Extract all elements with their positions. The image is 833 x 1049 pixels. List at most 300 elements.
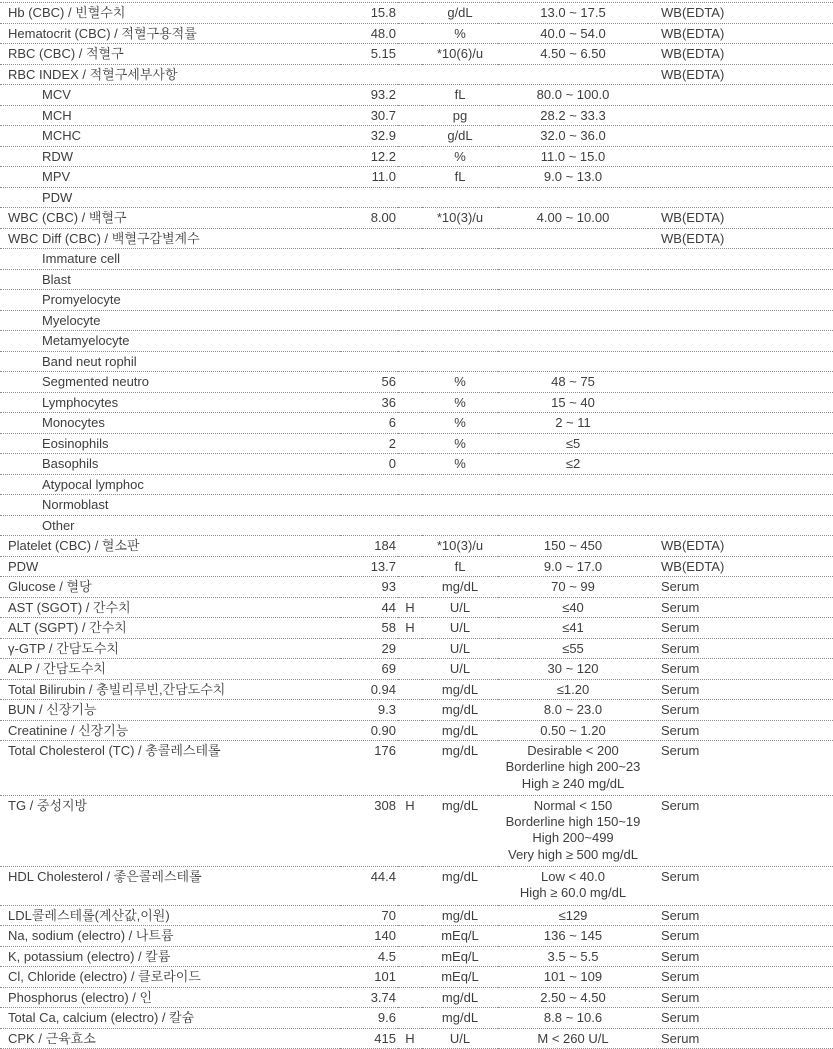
table-row [0,926,833,947]
test-name-cell: RBC INDEX / 적혈구세부사항 [8,66,178,82]
test-name-cell: Atypocal lymphoc [42,476,144,492]
table-row [0,64,833,85]
table-row [0,3,833,24]
test-name-cell: Hematocrit (CBC) / 적혈구용적률 [8,25,197,41]
specimen-cell: Serum [661,797,700,813]
unit-cell [422,474,498,495]
value-cell: 8.00 [370,210,396,225]
range-line: ≤5 [565,435,581,451]
flag-cell [398,867,422,906]
unit-cell: mg/dL [441,681,479,697]
unit-cell: U/L [449,620,471,635]
value-cell [340,351,398,372]
unit-cell: U/L [449,1030,471,1046]
unit-cell: *10(3)/u [436,210,484,225]
flag-cell [398,167,422,188]
unit-cell [422,64,498,85]
test-name-cell: MCV [42,87,71,102]
table-row [0,700,833,721]
unit-cell: % [454,456,466,471]
specimen-cell: Serum [661,948,700,964]
value-cell [340,269,398,290]
flag-cell [398,23,422,44]
range-cell [498,536,648,557]
value-cell: 2 [388,435,396,451]
value-cell: 29 [381,640,396,656]
specimen-cell [648,495,833,516]
specimen-cell [648,105,833,126]
range-cell [498,597,648,618]
specimen-cell [648,310,833,331]
range-cell [498,187,648,208]
flag-cell [398,331,422,352]
value-cell: 3.74 [370,989,396,1005]
specimen-cell [648,515,833,536]
flag-cell [398,310,422,331]
value-cell: 6 [388,415,396,430]
unit-cell: % [454,148,466,164]
unit-cell: mEq/L [441,928,479,944]
specimen-cell: WB(EDTA) [661,538,725,553]
range-cell [498,228,648,249]
test-name-cell: PDW [42,189,73,205]
table-row [0,1008,833,1029]
range-line: 48 ~ 75 [551,374,595,389]
range-line: 136 ~ 145 [543,928,603,944]
flag-cell [398,105,422,126]
range-cell [498,679,648,700]
range-cell [498,44,648,65]
test-name-cell: LDL콜레스테롤(계산값,이원) [8,907,170,923]
range-cell [498,167,648,188]
range-cell [498,372,648,393]
table-row [0,987,833,1008]
table-row [0,946,833,967]
specimen-cell: WB(EDTA) [661,46,725,61]
test-name-cell: Promyelocyte [42,292,121,307]
table-row [0,269,833,290]
specimen-cell [648,331,833,352]
flag-cell: H [405,620,415,635]
range-line: Low < 40.0 [541,869,605,885]
flag-cell: H [405,599,415,615]
range-cell [498,413,648,434]
unit-cell: U/L [449,599,471,615]
range-line: 0.50 ~ 1.20 [540,722,606,738]
flag-cell [398,269,422,290]
specimen-cell: Serum [661,989,700,1005]
table-row [0,454,833,475]
value-cell [340,331,398,352]
unit-cell: mg/dL [441,907,479,923]
unit-cell: mg/dL [441,579,479,594]
flag-cell [398,495,422,516]
specimen-cell: Serum [661,599,700,615]
value-cell: 0.90 [370,722,396,738]
test-name-cell: Eosinophils [42,435,109,451]
range-cell [498,474,648,495]
unit-cell: fL [454,558,466,574]
unit-cell: g/dL [447,128,473,143]
unit-cell: mg/dL [441,743,479,758]
specimen-cell: Serum [661,1030,700,1046]
specimen-cell: Serum [661,702,700,717]
range-cell [498,946,648,967]
flag-cell [398,413,422,434]
unit-cell: mg/dL [441,869,479,885]
unit-cell [422,331,498,352]
specimen-cell: Serum [661,722,700,738]
range-cell [498,577,648,598]
range-cell [498,867,648,906]
specimen-cell: WB(EDTA) [661,230,725,246]
unit-cell: mEq/L [441,969,479,985]
test-name-cell: Basophils [42,456,99,471]
unit-cell: U/L [449,640,471,656]
test-name-cell: MPV [42,169,71,184]
range-cell [498,85,648,106]
table-row [0,372,833,393]
range-cell [498,618,648,639]
specimen-cell: Serum [661,579,700,594]
range-line: ≤55 [562,640,584,656]
unit-cell [422,495,498,516]
range-cell [498,208,648,229]
test-name-cell: Cl, Chloride (electro) / 클로라이드 [8,969,201,985]
flag-cell [398,187,422,208]
specimen-cell [648,126,833,147]
range-line: Borderline high 150~19 [505,814,641,830]
table-row [0,1028,833,1049]
test-name-cell: PDW [8,558,39,574]
range-cell [498,351,648,372]
range-cell [498,126,648,147]
range-line: 2 ~ 11 [555,415,591,430]
table-row [0,413,833,434]
specimen-cell [648,249,833,270]
flag-cell [398,64,422,85]
flag-cell [398,249,422,270]
table-row [0,249,833,270]
value-cell: 184 [374,538,396,553]
test-name-cell: ALP / 간담도수치 [8,661,106,676]
flag-cell [398,392,422,413]
value-cell: 13.7 [370,558,396,574]
test-name-cell: AST (SGOT) / 간수치 [8,599,131,615]
range-line: Borderline high 200~23 [505,759,641,775]
specimen-cell [648,146,833,167]
table-row [0,228,833,249]
test-name-cell: Metamyelocyte [42,333,130,348]
specimen-cell: Serum [661,743,700,758]
value-cell [340,228,398,249]
specimen-cell: Serum [661,1010,700,1026]
table-row [0,23,833,44]
range-cell [498,987,648,1008]
table-row [0,392,833,413]
unit-cell [422,249,498,270]
specimen-cell: Serum [661,928,700,944]
flag-cell [398,905,422,926]
range-line: High 200~499 [532,830,614,846]
unit-cell [422,351,498,372]
specimen-cell: Serum [661,640,700,656]
flag-cell [398,638,422,659]
lab-results-body [0,3,833,1049]
table-row [0,905,833,926]
test-name-cell: Hb (CBC) / 빈혈수치 [8,5,126,20]
test-name-cell: RDW [42,148,74,164]
flag-cell [398,146,422,167]
value-cell: 0 [388,456,396,471]
range-cell [498,3,648,24]
range-line: 2.50 ~ 4.50 [540,989,606,1005]
test-name-cell: Band neut rophil [42,353,137,369]
range-cell [498,905,648,926]
test-name-cell: Total Cholesterol (TC) / 총콜레스테롤 [8,743,221,758]
flag-cell [398,1008,422,1029]
flag-cell [398,577,422,598]
unit-cell [422,228,498,249]
value-cell: 4.5 [377,948,396,964]
unit-cell: % [454,374,466,389]
range-cell [498,269,648,290]
specimen-cell: WB(EDTA) [661,66,725,82]
test-name-cell: Total Ca, calcium (electro) / 칼슘 [8,1010,195,1026]
specimen-cell [648,85,833,106]
table-row [0,556,833,577]
range-line: 28.2 ~ 33.3 [540,107,606,123]
value-cell [340,249,398,270]
test-name-cell: Creatinine / 신장기능 [8,722,129,738]
range-line: 4.50 ~ 6.50 [540,46,606,61]
unit-cell: fL [454,87,466,102]
value-cell: 70 [381,907,396,923]
test-name-cell: Monocytes [42,415,105,430]
range-line: ≤41 [562,620,584,635]
test-name-cell: Immature cell [42,251,121,266]
unit-cell [422,515,498,536]
unit-cell: mg/dL [441,722,479,738]
range-line: 150 ~ 450 [543,538,603,553]
value-cell: 11.0 [371,169,396,184]
range-line: M < 260 U/L [537,1030,609,1046]
value-cell [340,64,398,85]
table-row [0,638,833,659]
value-cell: 58 [381,620,396,635]
range-line: 15 ~ 40 [551,394,595,410]
range-cell [498,720,648,741]
specimen-cell [648,433,833,454]
unit-cell: fL [454,169,466,184]
unit-cell: *10(3)/u [436,538,484,553]
table-row [0,577,833,598]
flag-cell [398,126,422,147]
table-row [0,618,833,639]
value-cell: 140 [374,928,396,944]
test-name-cell: Platelet (CBC) / 혈소판 [8,538,140,553]
range-cell [498,967,648,988]
range-cell [498,638,648,659]
unit-cell [422,187,498,208]
range-line: ≤2 [565,456,581,471]
specimen-cell [648,290,833,311]
value-cell [340,474,398,495]
unit-cell: mg/dL [441,989,479,1005]
value-cell: 56 [381,374,396,389]
specimen-cell [648,187,833,208]
specimen-cell [648,392,833,413]
range-line: High ≥ 60.0 mg/dL [519,885,627,901]
range-cell [498,926,648,947]
range-line: 9.0 ~ 17.0 [543,558,603,574]
specimen-cell [648,351,833,372]
range-cell [498,23,648,44]
flag-cell [398,351,422,372]
range-line: 13.0 ~ 17.5 [540,5,606,20]
value-cell: 36 [381,394,396,410]
range-cell [498,1008,648,1029]
flag-cell [398,208,422,229]
unit-cell: pg [452,107,468,123]
specimen-cell [648,167,833,188]
range-cell [498,659,648,680]
value-cell: 48.0 [370,25,396,41]
unit-cell: mg/dL [441,1010,479,1026]
unit-cell: mEq/L [441,948,479,964]
test-name-cell: Normoblast [42,497,109,512]
test-name-cell: Na, sodium (electro) / 나트륨 [8,928,174,944]
test-name-cell: CPK / 근육효소 [8,1030,96,1046]
test-name-cell: Segmented neutro [42,374,149,389]
flag-cell [398,741,422,796]
flag-cell [398,659,422,680]
flag-cell [398,44,422,65]
table-row [0,44,833,65]
value-cell [340,290,398,311]
range-line: 80.0 ~ 100.0 [536,87,610,102]
table-row [0,659,833,680]
table-row [0,967,833,988]
table-row [0,867,833,906]
range-cell [498,64,648,85]
unit-cell [422,290,498,311]
value-cell: 44 [381,599,396,615]
test-name-cell: WBC Diff (CBC) / 백혈구감별계수 [8,230,200,246]
table-row [0,515,833,536]
specimen-cell: Serum [661,681,700,697]
flag-cell [398,946,422,967]
flag-cell [398,556,422,577]
range-line: Normal < 150 [533,797,613,813]
range-cell [498,290,648,311]
flag-cell [398,967,422,988]
value-cell: 93.2 [370,87,396,102]
range-cell [498,495,648,516]
range-line: ≤40 [562,599,584,615]
specimen-cell: Serum [661,661,700,676]
range-cell [498,556,648,577]
range-line: 8.0 ~ 23.0 [543,702,603,717]
table-row [0,310,833,331]
test-name-cell: Myelocyte [42,312,101,328]
range-line: 4.00 ~ 10.00 [536,210,610,225]
test-name-cell: HDL Cholesterol / 좋은콜레스테롤 [8,869,202,885]
value-cell: 44.4 [370,869,396,885]
flag-cell [398,228,422,249]
table-row [0,146,833,167]
table-row [0,495,833,516]
range-line: ≤129 [558,907,588,923]
value-cell: 176 [374,743,396,758]
flag-cell [398,720,422,741]
table-row [0,679,833,700]
value-cell: 5.15 [370,46,396,61]
specimen-cell: Serum [661,969,700,985]
table-row [0,167,833,188]
range-line: 30 ~ 120 [547,661,599,676]
value-cell: 0.94 [370,681,396,697]
table-row [0,433,833,454]
range-line: High ≥ 240 mg/dL [521,775,625,791]
test-name-cell: Blast [42,271,71,287]
range-cell [498,741,648,796]
specimen-cell: WB(EDTA) [661,5,725,20]
range-line: 32.0 ~ 36.0 [540,128,606,143]
lab-results-table [0,2,833,1049]
test-name-cell: TG / 중성지방 [8,797,88,813]
specimen-cell: WB(EDTA) [661,210,725,225]
value-cell: 32.9 [370,128,396,143]
table-row [0,187,833,208]
test-name-cell: Total Bilirubin / 총빌리루빈,간담도수치 [8,681,226,697]
flag-cell [398,700,422,721]
range-line: 8.8 ~ 10.6 [543,1010,603,1026]
test-name-cell: Lymphocytes [42,394,119,410]
flag-cell [398,679,422,700]
flag-cell: H [405,797,415,813]
value-cell: 9.6 [377,1010,396,1026]
specimen-cell [648,269,833,290]
test-name-cell: MCH [42,107,72,123]
flag-cell [398,3,422,24]
specimen-cell [648,372,833,393]
specimen-cell [648,454,833,475]
test-name-cell: MCHC [42,128,81,143]
table-row [0,597,833,618]
unit-cell: % [454,415,466,430]
range-cell [498,310,648,331]
unit-cell [422,310,498,331]
range-line: 40.0 ~ 54.0 [540,25,606,41]
flag-cell [398,433,422,454]
flag-cell [398,515,422,536]
value-cell: 101 [374,969,396,985]
range-cell [498,146,648,167]
range-line: 11.0 ~ 15.0 [540,148,606,164]
specimen-cell [648,474,833,495]
test-name-cell: K, potassium (electro) / 칼륨 [8,948,171,964]
specimen-cell: WB(EDTA) [661,25,725,41]
specimen-cell: Serum [661,907,700,923]
range-line: 9.0 ~ 13.0 [543,169,603,184]
table-row [0,536,833,557]
table-row [0,290,833,311]
range-cell [498,795,648,866]
unit-cell: % [454,435,466,451]
range-cell [498,331,648,352]
range-line: 70 ~ 99 [551,579,595,594]
